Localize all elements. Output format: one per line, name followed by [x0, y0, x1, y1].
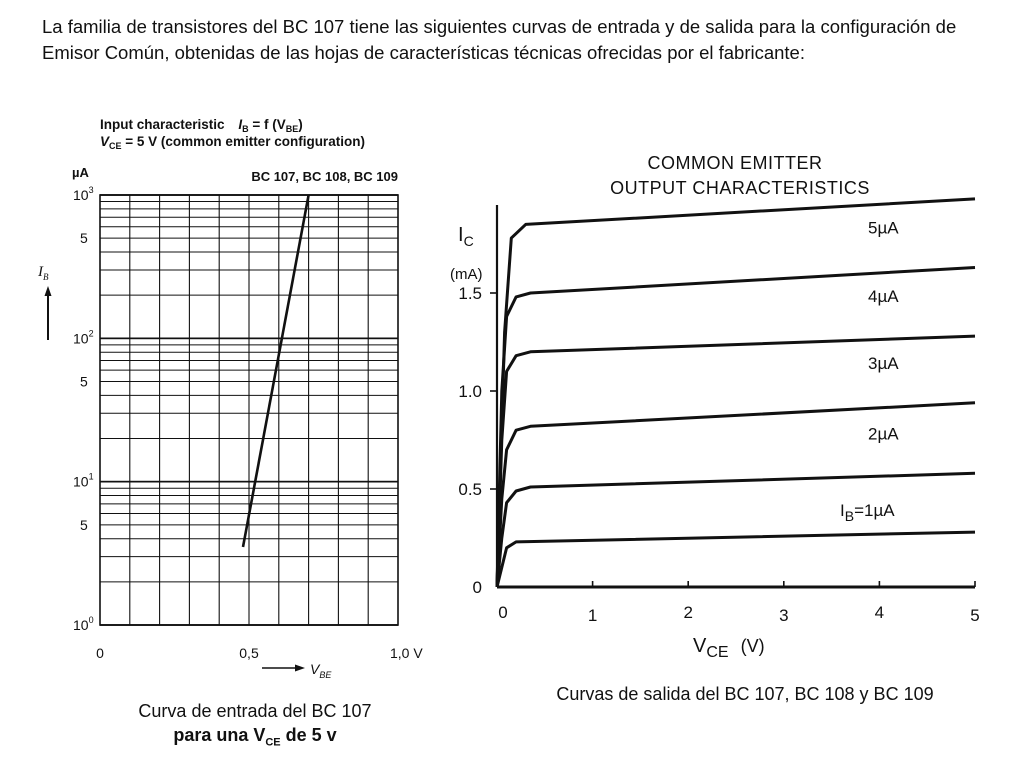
- output-chart-x-tick-label: 3: [779, 606, 789, 625]
- output-chart-y-ticks: [458, 284, 482, 597]
- output-chart-curve: [497, 268, 975, 588]
- output-chart-curve: [497, 403, 975, 587]
- input-chart-x-arrowhead: [295, 665, 305, 672]
- output-chart-y-tick-label: 1.0: [458, 382, 482, 401]
- output-chart-curve-label: 4µA: [868, 287, 899, 307]
- intro-paragraph: La familia de transistores del BC 107 tiene las siguientes curvas de entrada y de salida para la configuración de Emisor Común, obtenidas de las hojas de características técnicas ofrecidas por el fabricante:: [42, 16, 957, 63]
- input-chart-y-tick-label: $10^3$: [73, 185, 94, 203]
- input-chart-y-tick-label: $10^2$: [73, 328, 94, 347]
- input-chart-curve: [243, 195, 309, 547]
- output-chart-curve-label: 5µA: [868, 218, 899, 238]
- input-chart-x-tick-label: 0: [96, 645, 104, 661]
- input-chart-y-tick-label: $10^1$: [73, 471, 94, 490]
- input-chart-x-tick-label: 0,5: [239, 645, 259, 661]
- input-chart-y-tick-label: $10^0$: [73, 615, 94, 633]
- input-chart-y-tick-label: 5: [80, 230, 88, 247]
- input-caption-line2: para una $V_{CE}$ de 5 v: [173, 725, 337, 749]
- output-chart-curve-label: 3µA: [868, 353, 899, 373]
- output-chart-curve: [497, 199, 975, 587]
- output-chart-x-ticks: [498, 603, 979, 625]
- input-chart-y-label: $I_B$: [38, 264, 49, 282]
- output-chart-x-tick-label: 0: [498, 603, 508, 622]
- output-chart-subtitle: OUTPUT CHARACTERISTICS: [610, 178, 870, 198]
- output-chart-series: [497, 199, 975, 587]
- input-chart-series: [243, 195, 309, 547]
- output-chart-curve-label: 2µA: [868, 424, 899, 444]
- input-chart-grid: [100, 195, 398, 625]
- input-chart-y-ticks: [73, 185, 94, 633]
- output-chart-y-tick-label: 0: [472, 578, 482, 597]
- output-chart-axes: [490, 205, 975, 587]
- output-chart-curve: [497, 336, 975, 587]
- output-chart-x-tick-label: 4: [874, 603, 885, 622]
- output-chart: [450, 153, 980, 661]
- output-chart-y-tick-label: 1.5: [458, 284, 482, 303]
- output-chart-curve: [497, 532, 975, 587]
- output-chart-curve-label: $I_B=1\mu A$: [840, 501, 895, 525]
- input-chart-subtitle: $V_{CE} = 5$ V (common emitter configuration): [100, 134, 365, 151]
- input-chart-y-arrowhead: [45, 286, 52, 296]
- input-chart-x-ticks: [96, 645, 423, 661]
- input-chart-caption: [90, 699, 420, 755]
- output-chart-y-unit: (mA): [450, 266, 483, 283]
- input-chart-y-tick-label: 5: [80, 373, 88, 390]
- input-chart: [37, 117, 423, 680]
- output-chart-title: COMMON EMITTER: [647, 153, 823, 173]
- input-chart-device-label: BC 107, BC 108, BC 109: [251, 169, 398, 184]
- input-chart-y-tick-label: 5: [80, 516, 88, 533]
- input-chart-title: Input characteristic $I_B = f$ $(V_{BE})$: [100, 117, 303, 134]
- input-chart-y-unit: µA: [72, 165, 89, 180]
- input-chart-x-label: $V_{BE}$: [310, 661, 332, 680]
- input-chart-x-tick-label: 1,0 V: [390, 645, 423, 661]
- output-chart-x-tick-label: 2: [683, 603, 693, 622]
- output-chart-caption: Curvas de salida del BC 107, BC 108 y BC 109: [556, 684, 934, 704]
- output-chart-x-tick-label: 1: [587, 606, 598, 625]
- input-caption-line1: Curva de entrada del BC 107: [138, 701, 372, 721]
- output-chart-y-tick-label: 0.5: [458, 480, 482, 499]
- output-chart-curve: [497, 473, 975, 587]
- output-chart-x-label: $V_{CE}$ (V): [693, 635, 765, 661]
- output-chart-x-tick-label: 5: [970, 606, 980, 625]
- output-chart-y-label: $I_C$: [458, 224, 474, 249]
